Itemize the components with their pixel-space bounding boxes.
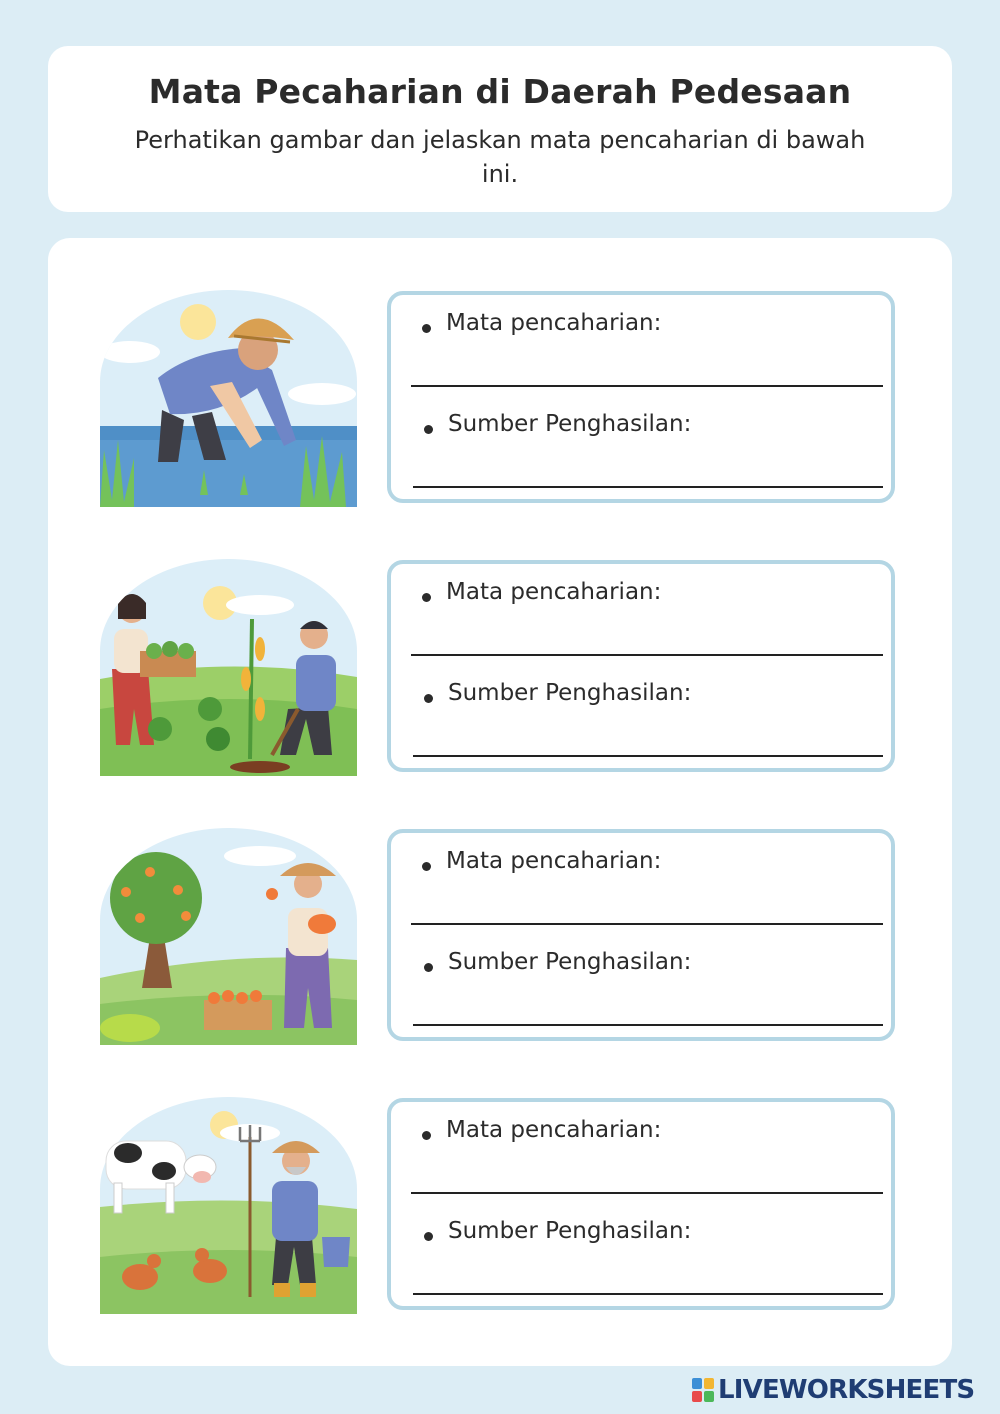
- answer-line[interactable]: [413, 1024, 883, 1026]
- answer-box: [387, 1098, 895, 1310]
- bullet-dot: [424, 425, 433, 434]
- bullet-dot: [424, 1232, 433, 1241]
- answer-line[interactable]: [413, 755, 883, 757]
- answer-line[interactable]: [411, 923, 883, 925]
- liveworksheets-logo[interactable]: [692, 1374, 974, 1406]
- field-label: Mata pencaharian:: [446, 310, 662, 336]
- answer-line[interactable]: [413, 1293, 883, 1295]
- field-label: Mata pencaharian:: [446, 1117, 662, 1143]
- header-card: [48, 46, 952, 212]
- worksheet-item: [48, 238, 952, 458]
- field-label: Sumber Penghasilan:: [448, 949, 692, 975]
- bullet-dot: [422, 593, 431, 602]
- worksheet-item: [48, 507, 952, 727]
- vegetable-farmers-illustration: [100, 559, 357, 776]
- answer-line[interactable]: [413, 486, 883, 488]
- worksheet-item: [48, 776, 952, 996]
- worksheet-card: [48, 238, 952, 1366]
- bullet-dot: [422, 1131, 431, 1140]
- answer-line[interactable]: [411, 1192, 883, 1194]
- logo-grid-icon: [692, 1378, 714, 1402]
- rice-farmer-illustration: [100, 290, 357, 507]
- answer-line[interactable]: [411, 654, 883, 656]
- answer-box: [387, 560, 895, 772]
- page-title: Mata Pecaharian di Daerah Pedesaan: [148, 72, 852, 111]
- bullet-dot: [424, 963, 433, 972]
- answer-box: [387, 829, 895, 1041]
- worksheet-item: [48, 1045, 952, 1265]
- livestock-farmer-illustration: [100, 1097, 357, 1314]
- answer-box: [387, 291, 895, 503]
- answer-line[interactable]: [411, 385, 883, 387]
- bullet-dot: [422, 862, 431, 871]
- field-label: Sumber Penghasilan:: [448, 411, 692, 437]
- bullet-dot: [422, 324, 431, 333]
- page-subtitle: Perhatikan gambar dan jelaskan mata pencaharian di bawah ini.: [134, 126, 866, 188]
- field-label: Sumber Penghasilan:: [448, 1218, 692, 1244]
- field-label: Mata pencaharian:: [446, 848, 662, 874]
- logo-text: LIVEWORKSHEETS: [718, 1375, 975, 1405]
- field-label: Sumber Penghasilan:: [448, 680, 692, 706]
- field-label: Mata pencaharian:: [446, 579, 662, 605]
- bullet-dot: [424, 694, 433, 703]
- fruit-farmer-illustration: [100, 828, 357, 1045]
